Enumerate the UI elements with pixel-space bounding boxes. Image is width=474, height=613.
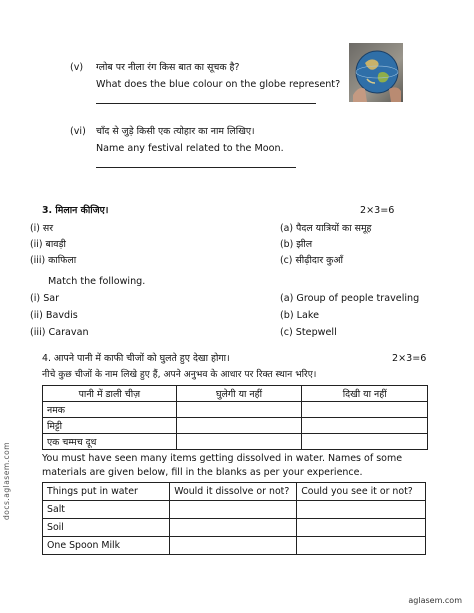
match-english-left-3: (iii) Caravan — [30, 327, 89, 338]
question-v-english: What does the blue colour on the globe represent? — [96, 79, 341, 90]
blank-cell[interactable] — [176, 434, 302, 450]
blank-cell[interactable] — [176, 418, 302, 434]
question-vi-hindi: चाँद से जुड़े किसी एक त्योहार का नाम लिखिए। — [96, 126, 255, 137]
blank-cell[interactable] — [297, 519, 426, 537]
q4-english-para-line-2: materials are given below, fill in the blanks as per your experience. — [42, 467, 363, 478]
table-row — [43, 501, 426, 519]
table-row — [43, 519, 426, 537]
blank-cell[interactable] — [176, 402, 302, 418]
english-table-header-dissolve: Would it dissolve or not? — [170, 483, 297, 501]
match-hindi-left-2: (ii) बावड़ी — [30, 239, 66, 250]
english-table-header-row — [43, 483, 426, 501]
blank-cell[interactable] — [302, 402, 428, 418]
side-watermark: docs.aglasem.com — [2, 441, 11, 520]
blank-cell[interactable] — [170, 501, 297, 519]
hindi-table-header-visible: दिखी या नहीं — [302, 386, 428, 402]
blank-cell[interactable] — [297, 537, 426, 555]
hindi-table-item-2: मिट्टी — [43, 418, 177, 434]
match-english-left-2: (ii) Bavdis — [30, 310, 78, 321]
q4-marks: 2×3=6 — [392, 353, 427, 364]
answer-line-v — [96, 103, 316, 104]
match-hindi-left-3: (iii) काफिला — [30, 255, 77, 266]
match-english-right-1: (a) Group of people traveling — [280, 293, 420, 304]
english-table-item-2: Soil — [43, 519, 170, 537]
english-table-item-3: One Spoon Milk — [43, 537, 170, 555]
q4-english-para-line-1: You must have seen many items getting dissolved in water. Names of some — [42, 453, 403, 464]
match-hindi-left-1: (i) सर — [30, 223, 54, 234]
question-v-hindi: ग्लोब पर नीला रंग किस बात का सूचक है? — [96, 62, 240, 73]
blank-cell[interactable] — [170, 519, 297, 537]
match-heading: 3. मिलान कीजिए। — [42, 205, 109, 216]
question-v-number: (v) — [70, 62, 84, 73]
hindi-table-item-1: नमक — [43, 402, 177, 418]
hindi-table-header-dissolve: घुलेगी या नहीं — [176, 386, 302, 402]
footer-site: aglasem.com — [408, 596, 462, 605]
blank-cell[interactable] — [170, 537, 297, 555]
question-vi-english: Name any festival related to the Moon. — [96, 143, 284, 154]
globe-image — [349, 43, 403, 102]
match-english-left-1: (i) Sar — [30, 293, 60, 304]
match-english-heading: Match the following. — [48, 276, 146, 287]
english-table-header-item: Things put in water — [43, 483, 170, 501]
hindi-table-header-row — [43, 386, 428, 402]
match-hindi-right-3: (c) सीढ़ीदार कुआँ — [280, 255, 343, 266]
table-row — [43, 418, 428, 434]
match-marks: 2×3=6 — [360, 205, 395, 216]
hindi-table-header-item: पानी में डाली चीज़ — [43, 386, 177, 402]
table-row — [43, 537, 426, 555]
answer-line-vi — [96, 167, 296, 168]
hindi-table-item-3: एक चम्मच दूध — [43, 434, 177, 450]
q4-hindi-line-2: नीचे कुछ चीजों के नाम लिखे हुए हैं, अपने अनुभव के आधार पर रिक्त स्थान भरिए। — [42, 369, 317, 380]
blank-cell[interactable] — [302, 418, 428, 434]
blank-cell[interactable] — [297, 501, 426, 519]
hindi-table — [42, 385, 428, 450]
blank-cell[interactable] — [302, 434, 428, 450]
q4-hindi-line-1: 4. आपने पानी में काफी चीजों को घुलते हुए देखा होगा। — [42, 353, 230, 364]
table-row — [43, 434, 428, 450]
match-english-right-2: (b) Lake — [280, 310, 319, 321]
match-english-right-3: (c) Stepwell — [280, 327, 337, 338]
english-table-item-1: Salt — [43, 501, 170, 519]
english-table — [42, 482, 426, 555]
question-vi-number: (vi) — [70, 126, 86, 137]
table-row — [43, 402, 428, 418]
english-table-header-visible: Could you see it or not? — [297, 483, 426, 501]
match-hindi-right-2: (b) झील — [280, 239, 313, 250]
match-hindi-right-1: (a) पैदल यात्रियों का समूह — [280, 223, 372, 234]
